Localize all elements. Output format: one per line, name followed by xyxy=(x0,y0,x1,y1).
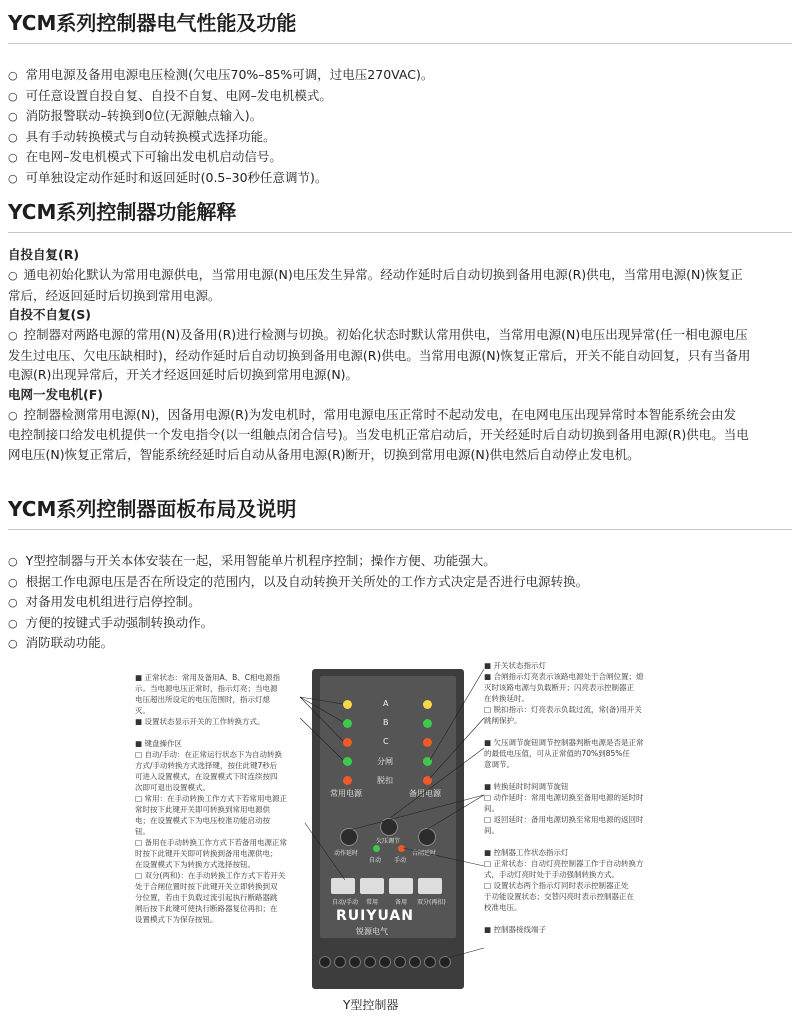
list-item: ○ Y型控制器与开关本体安装在一起，采用智能单片机程序控制；操作方便、功能强大。 xyxy=(8,551,800,572)
annotation-line: □ 常用：在手动转换工作方式下若常用电源正 xyxy=(135,793,305,804)
return-delay-label: 合闸延时 xyxy=(412,850,437,857)
annotation-line: 间。 xyxy=(484,804,499,813)
annotation-line: □ 正常状态：自动灯亮控制器工作于自动转换方 xyxy=(484,858,669,869)
annotation-line: 设置模式下为保存按钮。 xyxy=(135,915,218,924)
separate-label: 分闸 xyxy=(377,757,393,766)
annotation-line: □ 脱扣指示：灯亮表示负载过流，常(备)用开关 xyxy=(484,704,669,715)
annotation-line: 可进入设置模式，在设置模式下时连续按四 xyxy=(135,772,278,781)
annotation-line: 分位置，若由于负载过流引起执行断路器跳 xyxy=(135,893,278,902)
annotation-line: 电；在设置模式下为电压校准功能启动按 xyxy=(135,816,270,825)
section-title: YCM系列控制器功能解释 xyxy=(8,200,237,224)
list-item: ○ 方便的按键式手动强制转换动作。 xyxy=(8,613,800,634)
list-item: ○ 具有手动转换模式与自动转换模式选择功能。 xyxy=(8,127,800,148)
annotation-line: 时按下此键开关即可转换到备用电源供电； xyxy=(135,849,278,858)
phase-b-label: B xyxy=(383,718,389,727)
annotation-line: ■ 正常状态：常用及备用A、B、C相电源指 xyxy=(135,672,305,683)
annotation-line: 钮。 xyxy=(135,827,150,836)
phase-a-label: A xyxy=(383,699,389,708)
list-item: ○ 消防联动功能。 xyxy=(8,633,800,654)
annotation-line: 灭。 xyxy=(135,706,150,715)
double-open-label: 双分(再扣) xyxy=(417,899,446,906)
annotation-line: ■ 键盘操作区 xyxy=(135,738,305,749)
list-item: ○ 消防报警联动–转换到0位(无源触点输入)。 xyxy=(8,106,800,127)
annotation-line: 电压超出所设定的电压范围时，指示灯熄 xyxy=(135,695,270,704)
annotation-line: 跳闸保护。 xyxy=(484,716,522,725)
backup-button-label: 备用 xyxy=(395,899,408,906)
annotation-line: 方式/手动转换方式选择键，按住此键7秒后 xyxy=(135,761,278,770)
annotation-line: □ 返回延时：备用电源切换至常用电源的返回时 xyxy=(484,814,669,825)
mode-heading: 自投不自复(S) xyxy=(8,307,91,322)
normal-source-label: 常用电源 xyxy=(330,789,362,798)
section-title: YCM系列控制器面板布局及说明 xyxy=(8,497,297,521)
annotation-line: ■ 欠压调节旋钮调节控制器判断电源是否是正常 xyxy=(484,737,669,748)
brand-logo: RUIYUAN xyxy=(336,908,414,924)
annotation-line: □ 自动/手动：在正常运行状态下为自动转换 xyxy=(135,749,305,760)
annotation-line: □ 备用在手动转换工作方式下若备用电源正常 xyxy=(135,837,305,848)
phase-c-label: C xyxy=(383,737,389,746)
annotation-line: 处于合闸位置时按下此键开关立即转换到双 xyxy=(135,882,278,891)
annotation-line: 灭时该路电源与负载断开；闪亮表示控制器正 xyxy=(484,683,634,692)
mode-text: ○ 通电初始化默认为常用电源供电，当常用电源(N)电压发生异常。经动作延时后自动切换到备用电源(R)供电，当常用电源(N)恢复正 常后，经返回延时后切换到常用电源。 xyxy=(0,265,800,305)
annotation-line: 的最低电压值，可从正常值的70%到85%任 xyxy=(484,749,630,758)
list-item: ○ 可任意设置自投自复、自投不自复、电网–发电机模式。 xyxy=(8,86,800,107)
annotation-line: 式，手动灯亮时处于手动强制转换方式。 xyxy=(484,870,619,879)
annotation-line: ■ 转换延时时间调节旋钮 xyxy=(484,781,669,792)
annotation-line: ■ 控制器工作状态指示灯 xyxy=(484,847,669,858)
mode-heading: 自投自复(R) xyxy=(8,247,80,262)
annotation-line: 意调节。 xyxy=(484,760,514,769)
list-item: ○ 在电网–发电机模式下可输出发电机启动信号。 xyxy=(8,147,800,168)
section-title: YCM系列控制器电气性能及功能 xyxy=(8,11,297,35)
list-item: ○ 对备用发电机组进行启停控制。 xyxy=(8,592,800,613)
annotation-line: 在设置模式下为转换方式选择按钮。 xyxy=(135,860,255,869)
brand-name: 锐源电气 xyxy=(356,927,388,936)
auto-label: 自动 xyxy=(369,857,382,864)
annotation-line: 间。 xyxy=(484,826,499,835)
annotation-line: ■ 开关状态指示灯 xyxy=(484,660,669,671)
manual-label: 手动 xyxy=(394,857,407,864)
annotation-line: □ 设置状态两个指示灯同时表示控制器正处 xyxy=(484,880,669,891)
annotation-line: 次即可退出设置模式。 xyxy=(135,783,210,792)
figure-caption: Y型控制器 xyxy=(343,998,399,1012)
list-item: ○ 根据工作电源电压是否在所设定的范围内，以及自动转换开关所处的工作方式决定是否进行电源转换。 xyxy=(8,572,800,593)
backup-source-label: 备用电源 xyxy=(409,789,441,798)
annotation-line: 示。当电源电压正常时，指示灯亮；当电源 xyxy=(135,684,278,693)
auto-manual-label: 自动/手动 xyxy=(332,899,359,906)
annotation-line: □ 动作延时：常用电源切换至备用电源的延时时 xyxy=(484,792,669,803)
annotation-line: ■ 合闸指示灯亮表示该路电源处于合闸位置；熄 xyxy=(484,671,669,682)
annotation-line: 校准电压。 xyxy=(484,903,522,912)
mode-heading: 电网一发电机(F) xyxy=(8,386,103,402)
action-delay-label: 动作延时 xyxy=(334,850,359,857)
list-item: ○ 常用电源及备用电源电压检测(欠电压70%–85%可调，过电压270VAC)。 xyxy=(8,65,800,86)
list-item: ○ 可单独设定动作延时和返回延时(0.5–30秒任意调节)。 xyxy=(8,168,800,189)
annotation-line: ■ 设置状态显示开关的工作转换方式。 xyxy=(135,716,305,727)
annotation-line: 常时按下此键开关即可转换到常用电源供 xyxy=(135,805,270,814)
mode-text: ○ 控制器对两路电源的常用(N)及备用(R)进行检测与切换。初始化状态时默认常用供电，当常用电源(N)电压出现异常(任一相电源电压 发生过电压、欠电压缺相时)，经动作延时后自动切换到备用电源(R)供电。当常用电源(N)恢复正常后，开关不能自动回复，只有当备用 电源(R)出现异常后，开关才经返回延时后切换到常用电源(N)。 xyxy=(0,325,800,385)
annotation-line: 于功能设置状态；交替闪亮时表示控制器正在 xyxy=(484,892,634,901)
annotation-line: □ 双分(两和)：在手动转换工作方式下若开关 xyxy=(135,870,305,881)
under-voltage-label: 欠压调节 xyxy=(376,838,401,845)
trip-label: 脱扣 xyxy=(377,776,393,785)
mode-text: ○ 控制器检测常用电源(N)，因备用电源(R)为发电机时，常用电源电压正常时不起动发电，在电网电压出现异常时本智能系统会由发 电控制接口给发电机提供一个发电指令(以一组触点闭合信号)。当发电机正常启动后，开关经延时后自动切换到备用电源(R)供电。当电 网电压(N)恢复正常后，智能系统经延时后自动从备用电源(R)断开，切换到常用电源(N)供电然后自动停止发电机。 xyxy=(0,405,800,465)
annotation-line: 闸后按下此键可使执行断路器复位再扣；在 xyxy=(135,904,278,913)
normal-button-label: 常用 xyxy=(366,899,379,906)
annotation-line: ■ 控制器接线端子 xyxy=(484,924,669,935)
annotation-line: 在转换延时。 xyxy=(484,694,529,703)
